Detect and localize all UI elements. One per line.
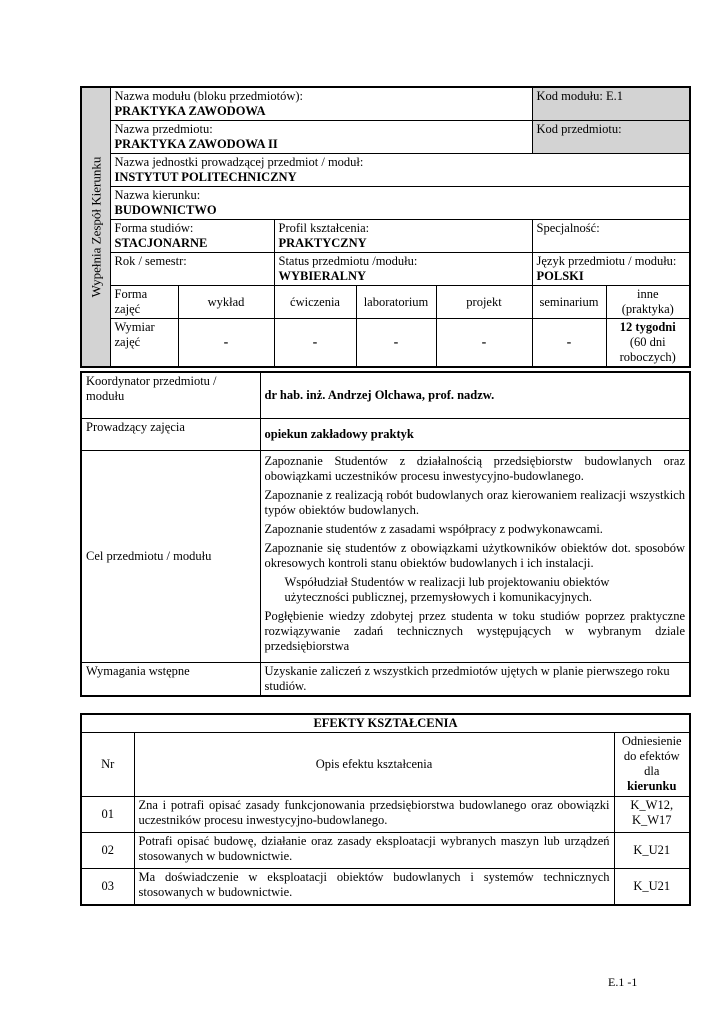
- subject-name-label: Nazwa przedmiotu:: [114, 122, 213, 136]
- hours-laboratory: -: [356, 319, 436, 368]
- effect-nr: 02: [81, 833, 134, 869]
- language-label: Język przedmiotu / modułu:: [536, 254, 677, 268]
- subject-code: Kod przedmiotu:: [532, 121, 690, 154]
- table-row: [81, 797, 690, 833]
- hours-other-days: (60 dni roboczych): [619, 335, 676, 364]
- year-label: Rok / semestr:: [110, 253, 274, 286]
- module-info-table: [80, 371, 691, 697]
- effect-ref: K_U21: [614, 833, 690, 869]
- goal-label: Cel przedmiotu / modułu: [81, 450, 260, 662]
- class-form-laboratory: laboratorium: [356, 286, 436, 319]
- module-code: Kod modułu: E.1: [532, 87, 690, 121]
- hours-exercises: -: [274, 319, 356, 368]
- page-number: E.1 -1: [608, 975, 638, 989]
- status-cell: [274, 253, 532, 286]
- effects-col-ref-text: Odniesienie do efektów dla: [621, 734, 682, 778]
- class-form-label: Forma zajęć: [110, 286, 178, 319]
- goal-item: Zapoznanie studentów z zasadami współpracy z podwykonawcami.: [264, 521, 603, 536]
- coordinator-label: Koordynator przedmiotu / modułu: [81, 372, 260, 418]
- module-name-cell: [110, 87, 532, 121]
- effect-nr: 03: [81, 869, 134, 905]
- unit-cell: [110, 154, 690, 187]
- table-row: [81, 869, 690, 905]
- field-name: BUDOWNICTWO: [114, 203, 217, 217]
- sidebar-label-cell: [81, 87, 110, 367]
- class-form-seminar: seminarium: [532, 286, 606, 319]
- effect-ref: K_U21: [614, 869, 690, 905]
- unit-name: INSTYTUT POLITECHNICZNY: [114, 170, 297, 184]
- effect-ref: K_W12, K_W17: [614, 797, 690, 833]
- hours-lecture: -: [178, 319, 274, 368]
- module-name-label: Nazwa modułu (bloku przedmiotów):: [114, 89, 303, 103]
- coordinator-name: dr hab. inż. Andrzej Olchawa, prof. nadzw.: [260, 372, 690, 418]
- study-form: STACJONARNE: [114, 236, 208, 250]
- unit-label: Nazwa jednostki prowadzącej przedmiot / moduł:: [114, 155, 364, 169]
- field-cell: [110, 187, 690, 220]
- language: POLSKI: [536, 269, 584, 283]
- profile: PRAKTYCZNY: [278, 236, 367, 250]
- subject-name: PRAKTYKA ZAWODOWA II: [114, 137, 278, 151]
- effect-desc: Potrafi opisać budowę, działanie oraz zasady eksploatacji wybranych maszyn lub urządzeń stosowanych w budownictwie.: [134, 833, 614, 869]
- prereq-text: Uzyskanie zaliczeń z wszystkich przedmiotów ujętych w planie pierwszego roku studiów.: [260, 662, 690, 696]
- language-cell: [532, 253, 690, 286]
- instructor-label: Prowadzący zajęcia: [81, 418, 260, 450]
- effects-col-desc: Opis efektu kształcenia: [134, 733, 614, 797]
- hours-seminar: -: [532, 319, 606, 368]
- study-form-cell: [110, 220, 274, 253]
- field-label: Nazwa kierunku:: [114, 188, 201, 202]
- status: WYBIERALNY: [278, 269, 367, 283]
- instructor-name: opiekun zakładowy praktyk: [260, 418, 690, 450]
- goal-item: Współudział Studentów w realizacji lub projektowaniu obiektów użyteczności publicznej, przemysłowych i komunikacyjnych.: [284, 574, 610, 604]
- effect-desc: Zna i potrafi opisać zasady funkcjonowania przedsiębiorstwa budowlanego oraz obowiązki uczestników procesu inwestycyjno-budowlanego.: [134, 797, 614, 833]
- profile-label: Profil kształcenia:: [278, 221, 370, 235]
- effect-desc: Ma doświadczenie w eksploatacji obiektów budowlanych i systemów technicznych stosowanych w budownictwie.: [134, 869, 614, 905]
- study-form-label: Forma studiów:: [114, 221, 194, 235]
- status-label: Status przedmiotu /modułu:: [278, 254, 418, 268]
- module-header-table: [80, 86, 691, 368]
- profile-cell: [274, 220, 532, 253]
- effects-table: [80, 713, 691, 906]
- prereq-label: Wymagania wstępne: [81, 662, 260, 696]
- class-form-other: inne (praktyka): [606, 286, 690, 319]
- subject-name-cell: [110, 121, 532, 154]
- class-form-exercises: ćwiczenia: [274, 286, 356, 319]
- specialty-label: Specjalność:: [532, 220, 690, 253]
- module-name: PRAKTYKA ZAWODOWA: [114, 104, 266, 118]
- effects-col-ref-bold: kierunku: [627, 779, 677, 793]
- goal-list: [260, 450, 690, 662]
- class-form-project: projekt: [436, 286, 532, 319]
- table-row: [81, 833, 690, 869]
- effects-title: EFEKTY KSZTAŁCENIA: [81, 714, 690, 733]
- effects-col-ref: [614, 733, 690, 797]
- class-form-lecture: wykład: [178, 286, 274, 319]
- goal-item: Zapoznanie Studentów z działalnością przedsiębiorstw budowlanych oraz obowiązkami uczestników procesu inwestycyjno-budowlanego.: [264, 453, 685, 483]
- goal-item: Pogłębienie wiedzy zdobytej przez studenta w toku studiów poprzez praktyczne rozwiązywanie zadań technicznych występujących w wybranym dziale przedsiębiorstwa: [264, 608, 685, 653]
- sidebar-label: Wypełnia Zespół Kierunku: [88, 156, 104, 298]
- effect-nr: 01: [81, 797, 134, 833]
- effects-col-nr: Nr: [81, 733, 134, 797]
- hours-other-weeks: 12 tygodni: [619, 320, 676, 334]
- hours-other: [606, 319, 690, 368]
- hours-label: Wymiar zajęć: [110, 319, 178, 368]
- goal-item: Zapoznanie z realizacją robót budowlanych oraz kierowaniem realizacji wszystkich typów obiektów budowlanych.: [264, 487, 685, 517]
- goal-item: Zapoznanie się studentów z obowiązkami użytkowników obiektów dot. sposobów okresowych kontroli stanu obiektów budowlanych i ich instalacji.: [264, 540, 685, 570]
- hours-project: -: [436, 319, 532, 368]
